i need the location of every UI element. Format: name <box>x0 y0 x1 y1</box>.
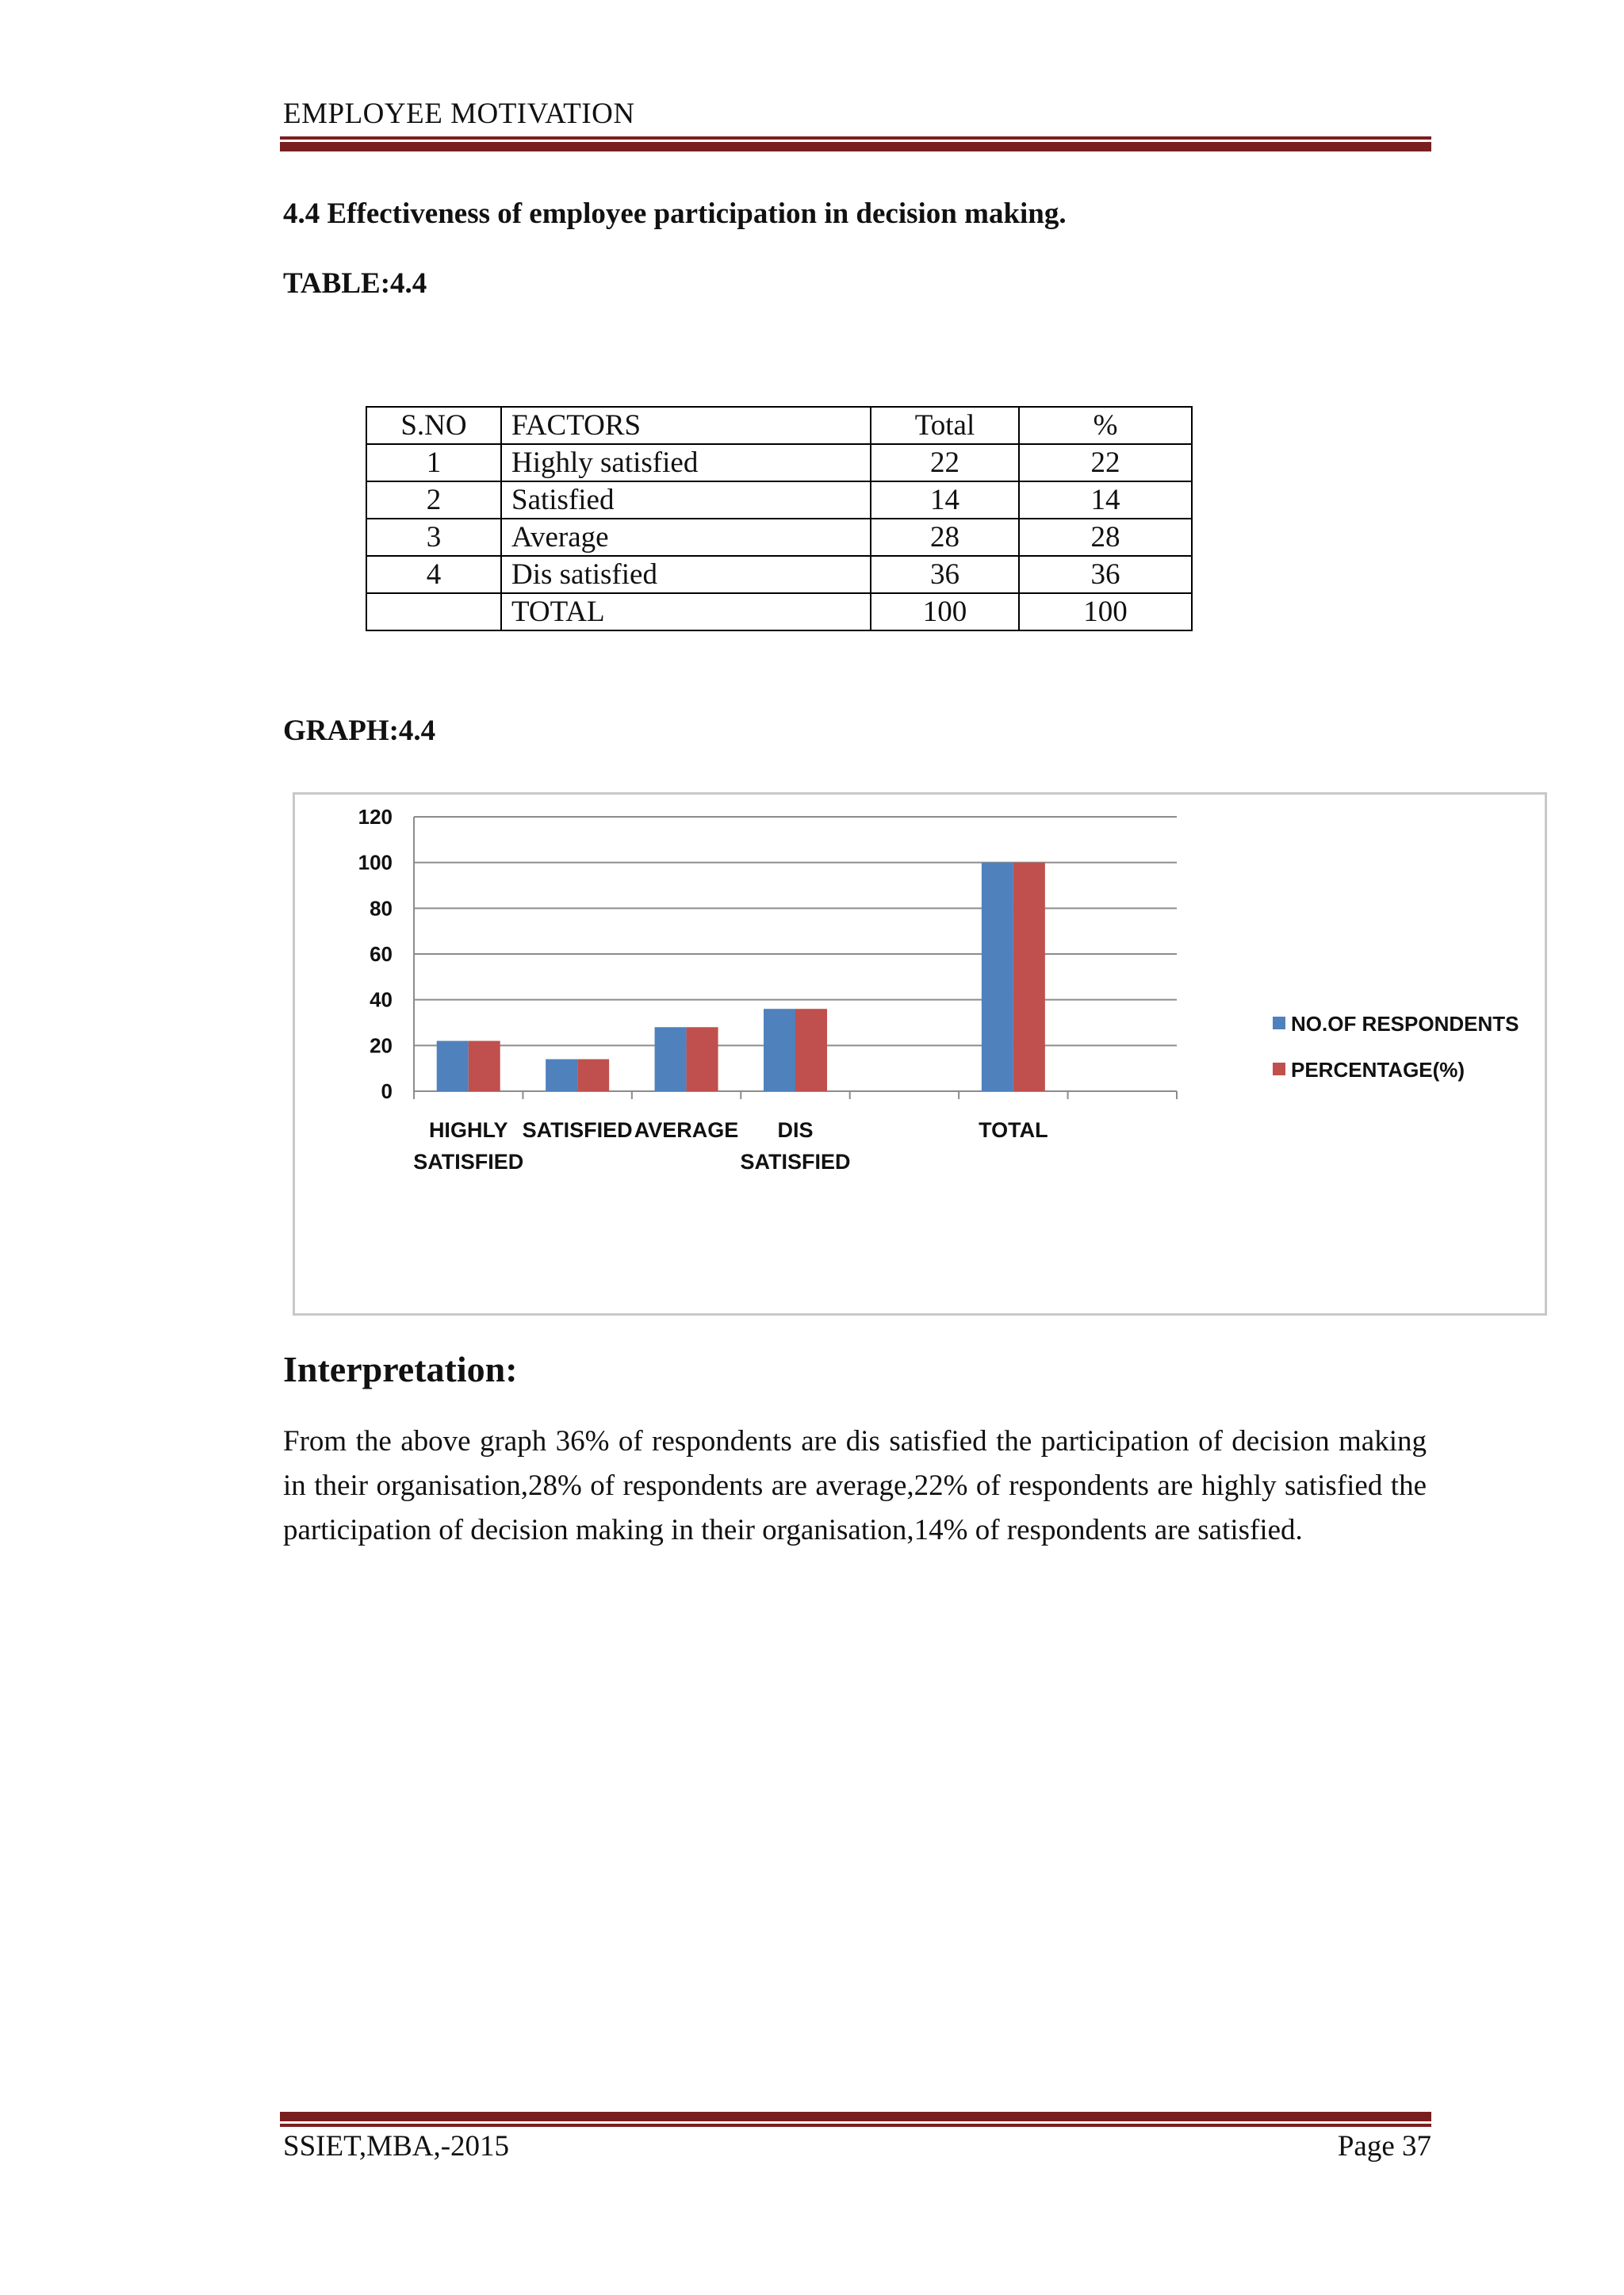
table-row <box>366 481 1192 519</box>
interpretation-text: From the above graph 36% of respondents are dis satisfied the participation of decision making in their organisation,28% of respondents are average,22% of respondents are highly satisfied the participation of decision making in their organisation,14% of respondents are satisfied. <box>283 1425 1427 1546</box>
running-header: EMPLOYEE MOTIVATION <box>283 98 635 130</box>
table-cell: 100 <box>871 593 1019 630</box>
bar-no-of-respondents <box>655 1027 687 1091</box>
table-total-row <box>366 593 1192 630</box>
footer-rule-thin <box>280 2124 1431 2127</box>
y-tick-label: 0 <box>381 1079 393 1103</box>
y-tick-label: 20 <box>370 1033 393 1058</box>
bar-chart <box>293 792 1547 1316</box>
table-cell: 4 <box>366 556 501 593</box>
y-tick-label: 60 <box>370 942 393 966</box>
table-cell: 100 <box>1019 593 1192 630</box>
table-cell: 36 <box>1019 556 1192 593</box>
legend-label: PERCENTAGE(%) <box>1291 1058 1465 1082</box>
table-row <box>366 519 1192 556</box>
x-category-label: TOTAL <box>979 1118 1048 1142</box>
table-cell: Highly satisfied <box>501 444 871 481</box>
x-category-label: HIGHLY <box>428 1118 508 1142</box>
table-row <box>366 556 1192 593</box>
table-cell: 36 <box>871 556 1019 593</box>
table-cell: 28 <box>871 519 1019 556</box>
table-header-cell: S.NO <box>366 407 501 444</box>
legend-swatch <box>1273 1017 1285 1029</box>
table-cell: 1 <box>366 444 501 481</box>
graph-caption: GRAPH:4.4 <box>283 715 436 747</box>
x-category-label: SATISFIED <box>740 1150 851 1174</box>
y-tick-label: 100 <box>358 850 393 875</box>
bar-no-of-respondents <box>764 1009 795 1091</box>
x-category-label: SATISFIED <box>522 1118 633 1142</box>
x-category-label: SATISFIED <box>413 1150 524 1174</box>
table-header-cell: FACTORS <box>501 407 871 444</box>
responses-table <box>366 406 1193 631</box>
bar-percentage <box>469 1041 500 1091</box>
table-cell: 2 <box>366 481 501 519</box>
page-number: Page 37 <box>1337 2130 1431 2163</box>
bar-percentage <box>795 1009 827 1091</box>
bar-no-of-respondents <box>546 1059 577 1091</box>
interpretation-heading: Interpretation: <box>283 1349 518 1389</box>
table-cell: Satisfied <box>501 481 871 519</box>
table-header-cell: Total <box>871 407 1019 444</box>
table-cell: Dis satisfied <box>501 556 871 593</box>
header-rule-thick <box>280 142 1431 151</box>
bar-percentage <box>1013 863 1045 1091</box>
table-cell: Average <box>501 519 871 556</box>
table-cell: 22 <box>1019 444 1192 481</box>
section-title: 4.4 Effectiveness of employee participation in decision making. <box>283 197 1067 230</box>
table-cell: 14 <box>871 481 1019 519</box>
table-cell: 22 <box>871 444 1019 481</box>
y-tick-label: 120 <box>358 805 393 829</box>
table-cell: TOTAL <box>501 593 871 630</box>
table-cell: 3 <box>366 519 501 556</box>
y-tick-label: 80 <box>370 896 393 921</box>
footer-institution: SSIET,MBA,-2015 <box>283 2130 510 2163</box>
x-category-label: DIS <box>777 1118 814 1142</box>
bar-percentage <box>577 1059 609 1091</box>
footer-rule-thick <box>280 2112 1431 2121</box>
y-tick-label: 40 <box>370 987 393 1012</box>
legend-swatch <box>1273 1063 1285 1075</box>
x-category-label: AVERAGE <box>634 1118 739 1142</box>
bar-percentage <box>687 1027 718 1091</box>
table-cell: 28 <box>1019 519 1192 556</box>
table-cell: 14 <box>1019 481 1192 519</box>
table-cell <box>366 593 501 630</box>
header-rule-thin <box>280 136 1431 140</box>
table-row <box>366 444 1192 481</box>
table-header-cell: % <box>1019 407 1192 444</box>
bar-chart-canvas <box>295 795 1545 1313</box>
bar-no-of-respondents <box>437 1041 469 1091</box>
bar-no-of-respondents <box>982 863 1013 1091</box>
table-header-row <box>366 407 1192 444</box>
table-caption: TABLE:4.4 <box>283 267 427 300</box>
legend-label: NO.OF RESPONDENTS <box>1291 1012 1519 1036</box>
